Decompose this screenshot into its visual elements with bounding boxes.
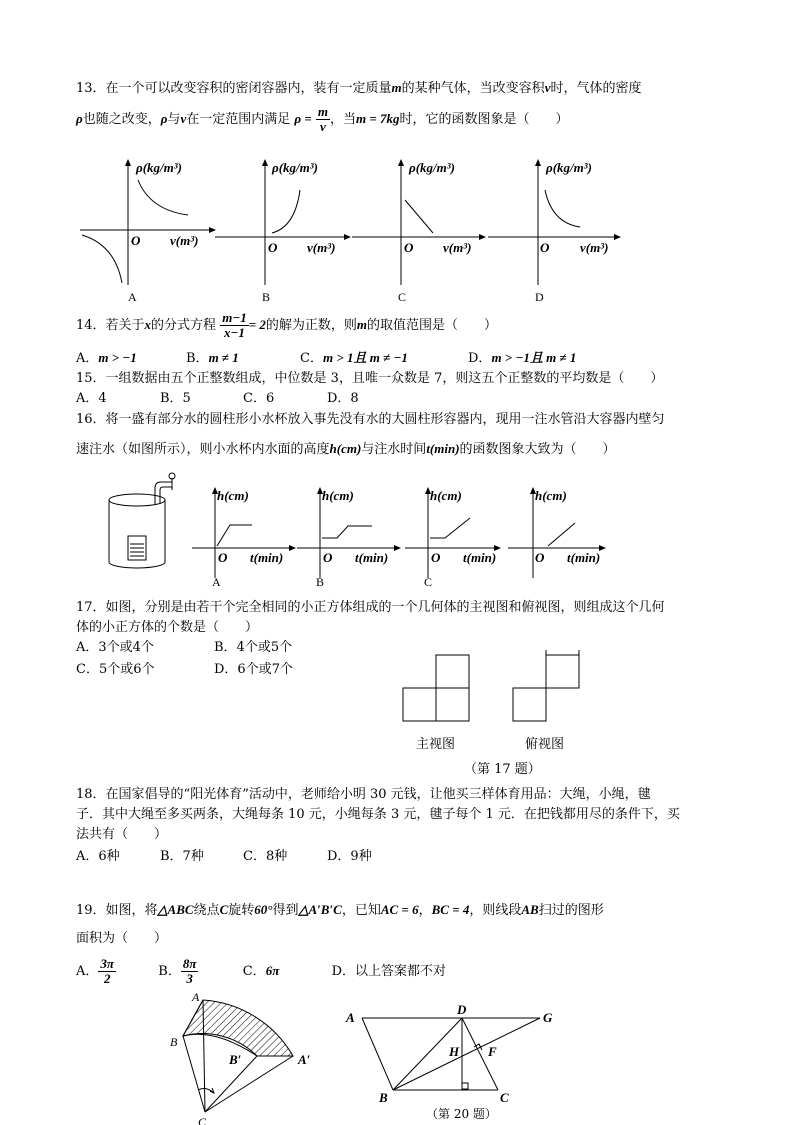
q18-line1: 18．在国家倡导的“阳光体育”活动中，老师给小明 30 元钱，让他买三样体育用品：大绳，小绳，毽 (76, 787, 651, 802)
q18-line2: 子．其中大绳至多买两条，大绳每条 10 元，小绳每条 3 元，毽子每个 1 元．在把钱都用尽的条件下，买 (76, 807, 680, 822)
q13-a-origin: O (131, 233, 141, 248)
q16-option-a: A (212, 575, 221, 589)
q15-option-c: C．6 (243, 391, 275, 406)
q13-b-xlabel: v(m³) (307, 240, 336, 255)
q16-c-origin: O (431, 550, 441, 565)
q16-line1: 16．将一盛有部分水的圆柱形小水杯放入事先没有水的大圆柱形容器内，现用一注水管沿大容器内壁匀 (76, 412, 665, 427)
q17-front-view (403, 655, 469, 721)
q13-d-ylabel: ρ(kg/m³) (546, 160, 592, 175)
q18-option-c: C．8种 (243, 849, 288, 864)
q13-graphs (0, 145, 794, 305)
q13-d-origin: O (540, 240, 550, 255)
q13-graph-c (352, 160, 485, 304)
q14-stem: 14．若关于x的分式方程 $\frac{m-1}{x-1}$ = 2的解为正数，则m的取值范围是（ ） (76, 310, 498, 340)
q20-label-a: A (346, 1010, 355, 1025)
q20-label-f: F (488, 1044, 497, 1059)
q13-graph-b (215, 160, 350, 304)
q17-caption: （第 17 题） (464, 762, 541, 777)
q18-line3: 法共有（ ） (76, 827, 168, 842)
q20-caption: （第 20 题） (426, 1107, 497, 1121)
q17-label-front: 主视图 (416, 737, 456, 752)
q17-top-view (513, 650, 579, 721)
q13-option-b: B (262, 290, 271, 304)
q13-option-c: C (398, 290, 407, 304)
q18-option-d: D．9种 (327, 849, 372, 864)
q19-line1: 19．如图，将△ABC绕点C旋转60°得到△A′B′C，已知AC = 6，BC = 4，则线段AB扫过的图形 (76, 902, 604, 918)
q14-fraction: $\frac{m-1}{x-1}$ (222, 310, 247, 340)
q17-option-d: D．6个或7个 (214, 662, 293, 677)
q14-option-c: C．m > 1且 m ≠ −1 (300, 350, 408, 366)
q16-b-origin: O (323, 550, 333, 565)
q16-a-xlabel: t(min) (250, 550, 284, 565)
q13-option-d: D (535, 290, 544, 304)
q16-graph-b (297, 488, 400, 589)
q19-figure (0, 990, 794, 1125)
q13-c-origin: O (404, 240, 414, 255)
q13-a-xlabel: v(m³) (170, 233, 199, 248)
q13-graph-a (80, 160, 215, 304)
q20-label-d: D (457, 1002, 467, 1017)
q20-label-h: H (449, 1044, 460, 1059)
q16-line2: 速注水（如图所示），则小水杯内水面的高度h(cm)与注水时间t(min)的函数图象大致为（ ） (76, 441, 616, 457)
q13-option-a: A (128, 290, 137, 304)
q19-label-bp: B′ (229, 1052, 242, 1067)
q19-label-a: A (192, 990, 200, 1004)
q18-option-b: B．7种 (160, 849, 204, 864)
q17-option-a: A．3个或4个 (76, 640, 154, 655)
q19-label-ap: A′ (298, 1052, 311, 1067)
q16-d-origin: O (535, 550, 545, 565)
q14-option-d: D．m > −1且 m ≠ 1 (468, 350, 577, 366)
q16-figures (0, 468, 794, 603)
q17-option-c: C．5个或6个 (76, 662, 155, 677)
q17-label-top: 俯视图 (525, 737, 565, 752)
q20-label-g: G (543, 1010, 553, 1025)
q20-label-c: C (500, 1090, 509, 1105)
q16-graph-d (508, 488, 605, 578)
q18-option-a: A．6种 (76, 849, 120, 864)
q16-d-xlabel: t(min) (567, 550, 601, 565)
q17-option-b: B．4个或5个 (214, 640, 293, 655)
q13-c-xlabel: v(m³) (443, 240, 472, 255)
q16-a-origin: O (218, 550, 228, 565)
q16-option-c: C (424, 575, 433, 589)
q19-label-c: C (198, 1115, 207, 1125)
q13-line1: 13．在一个可以改变容积的密闭容器内，装有一定质量m的某种气体，当改变容积v时，气体的密度 (76, 80, 642, 96)
q15-stem: 15．一组数据由五个正整数组成，中位数是 3，且唯一众数是 7，则这五个正整数的平均数是（ ） (76, 371, 664, 386)
q15-option-b: B．5 (160, 391, 191, 406)
q13-line2: ρ也随之改变，ρ与v在一定范围内满足 ρ = $\frac{m}{v}$ ，当m = 7kg时，它的函数图象是（ ） (76, 104, 569, 134)
q19-options: A． $\frac{3\pi}{2}$ B． $\frac{8\pi}{3}$ C．6π D．以上答案都不对 (76, 956, 447, 986)
q13-graph-d (488, 160, 620, 304)
q16-graph-a (192, 488, 295, 589)
q19-line2: 面积为（ ） (76, 931, 168, 946)
q15-option-a: A．4 (76, 391, 107, 406)
q13-d-xlabel: v(m³) (580, 240, 609, 255)
q16-c-ylabel: h(cm) (430, 488, 462, 503)
q19-option-b-fraction: $\frac{8\pi}{3}$ (182, 956, 197, 986)
q17-line2: 体的小正方体的个数是（ ） (76, 620, 259, 635)
q16-a-ylabel: h(cm) (217, 488, 249, 503)
q19-option-a-fraction: $\frac{3\pi}{2}$ (100, 956, 114, 986)
q16-b-xlabel: t(min) (355, 550, 389, 565)
q13-c-ylabel: ρ(kg/m³) (409, 160, 455, 175)
q17-line1: 17．如图，分别是由若干个完全相同的小正方体组成的一个几何体的主视图和俯视图，则组成这个几何 (76, 600, 665, 615)
q16-d-ylabel: h(cm) (535, 488, 567, 503)
q16-c-xlabel: t(min) (463, 550, 497, 565)
q20-label-b: B (379, 1090, 388, 1105)
q14-option-a: A．m > −1 (76, 350, 137, 366)
q13-a-ylabel: ρ(kg/m³) (136, 160, 182, 175)
q13-b-origin: O (268, 240, 278, 255)
q13-formula-fraction: $\frac{m}{v}$ (317, 104, 328, 134)
q15-option-d: D．8 (327, 391, 359, 406)
q16-b-ylabel: h(cm) (322, 488, 354, 503)
q19-label-b: B (170, 1035, 178, 1049)
q14-option-b: B．m ≠ 1 (186, 350, 239, 366)
q19-swept-region (183, 1000, 293, 1056)
q16-option-b: B (316, 575, 325, 589)
q13-b-ylabel: ρ(kg/m³) (272, 160, 318, 175)
q16-container-figure (109, 473, 175, 568)
q17-views (0, 650, 794, 750)
q16-graph-c (405, 488, 500, 589)
